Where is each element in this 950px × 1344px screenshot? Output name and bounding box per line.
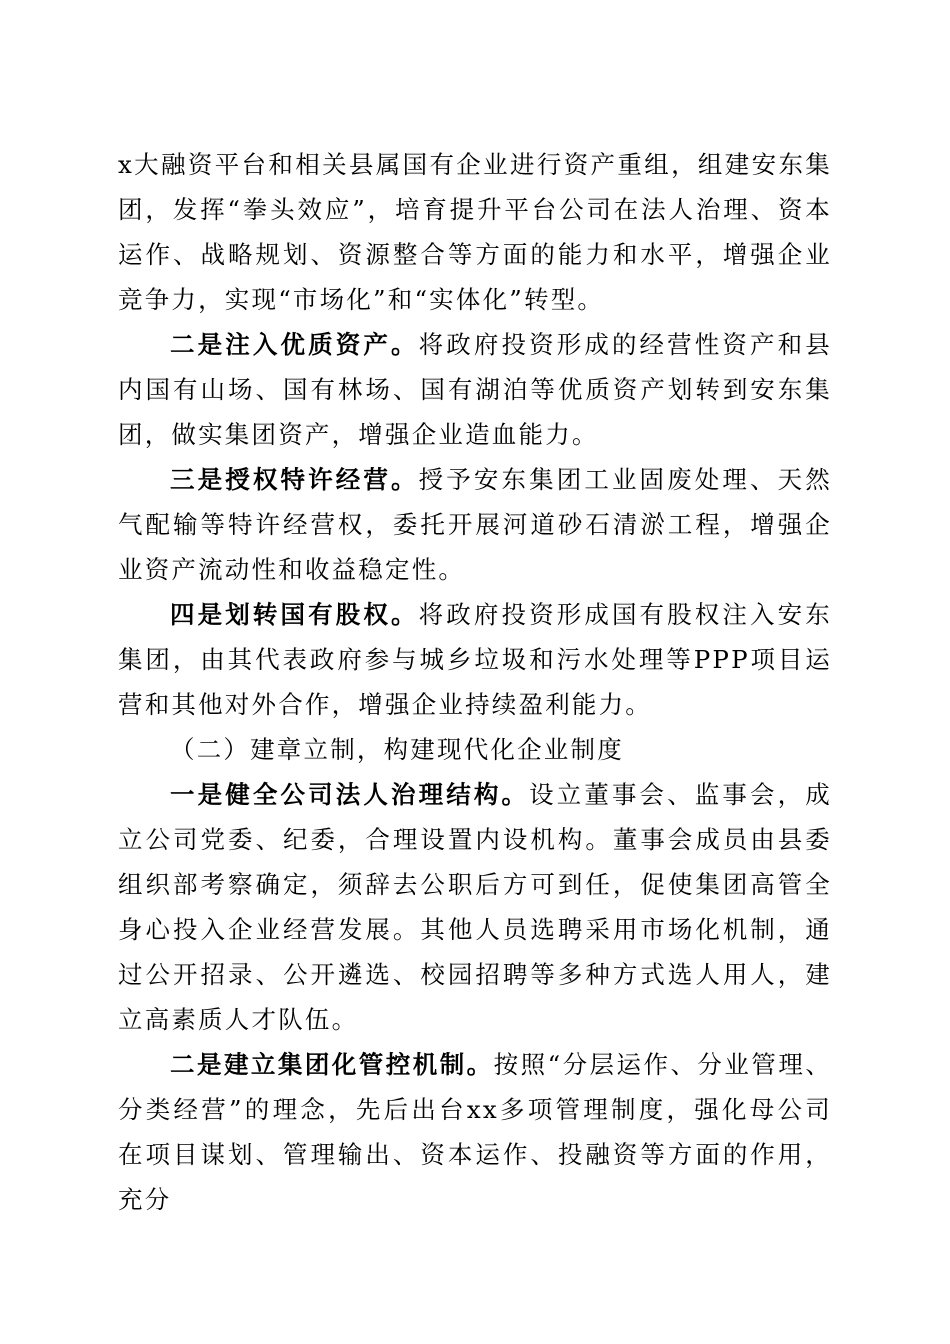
section-heading — [118, 727, 832, 772]
paragraph-continuation — [118, 142, 832, 322]
paragraph-text: 设立董事会、监事会，成立公司党委、纪委，合理设置内设机构。董事会成员由县委组织部考察确定，须辞去公职后方可到任，促使集团高管全身心投入企业经营发展。其他人员选聘采用市场化机制，通过公开招录、公开遴选、校园招聘等多种方式选人用人，建立高素质人才队伍。 — [118, 780, 832, 1034]
paragraph-lead: 二是建立集团化管控机制。 — [170, 1050, 494, 1079]
paragraph-text: 按照“分层运作、分业管理、分类经营”的理念，先后出台xx多项管理制度，强化母公司在项目谋划、管理输出、资本运作、投融资等方面的作用，充分 — [118, 1050, 832, 1214]
paragraph-text: 将政府投资形成国有股权注入安东集团，由其代表政府参与城乡垃圾和污水处理等PPP项目运营和其他对外合作，增强企业持续盈利能力。 — [118, 600, 832, 719]
paragraph-lead: 二是注入优质资产。 — [170, 330, 419, 359]
paragraph-lead: 四是划转国有股权。 — [170, 600, 419, 629]
document-page — [118, 142, 832, 1222]
paragraph-group-control — [118, 1042, 832, 1222]
paragraph-franchise — [118, 457, 832, 592]
paragraph-governance — [118, 772, 832, 1042]
section-heading-text: （二）建章立制，构建现代化企业制度 — [170, 735, 624, 764]
paragraph-inject-assets — [118, 322, 832, 457]
paragraph-text: 授予安东集团工业固废处理、天然气配输等特许经营权，委托开展河道砂石清淤工程，增强企业资产流动性和收益稳定性。 — [118, 465, 832, 584]
paragraph-text: x大融资平台和相关县属国有企业进行资产重组，组建安东集团，发挥“拳头效应”，培育提升平台公司在法人治理、资本运作、战略规划、资源整合等方面的能力和水平，增强企业竞争力，实现“市场化”和“实体化”转型。 — [118, 150, 832, 314]
paragraph-text: 将政府投资形成的经营性资产和县内国有山场、国有林场、国有湖泊等优质资产划转到安东集团，做实集团资产，增强企业造血能力。 — [118, 330, 832, 449]
paragraph-lead: 三是授权特许经营。 — [170, 465, 419, 494]
paragraph-lead: 一是健全公司法人治理结构。 — [170, 780, 530, 809]
paragraph-equity-transfer — [118, 592, 832, 727]
